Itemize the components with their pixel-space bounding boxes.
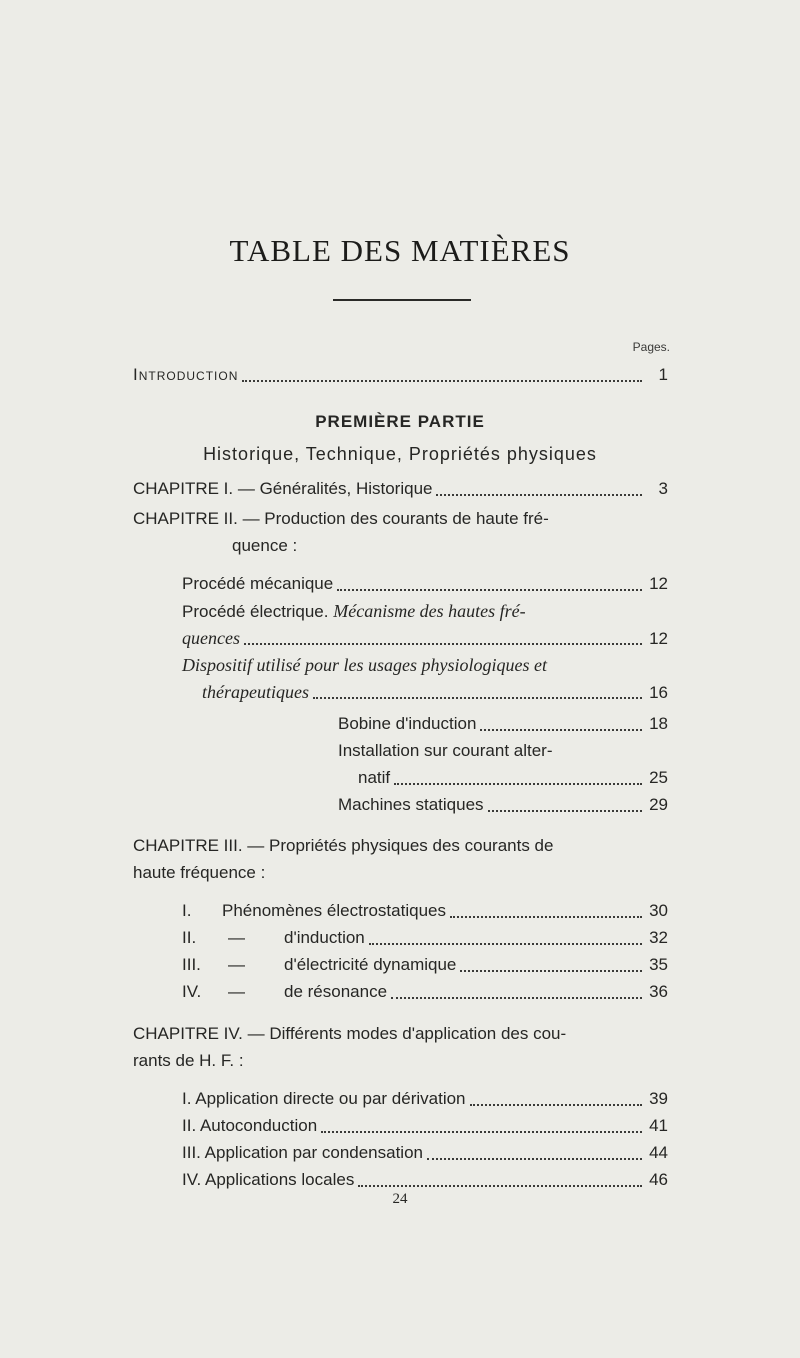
part-subtitle: Historique, Technique, Propriétés physiques xyxy=(203,444,597,464)
chapter-2-heading-cont: quence : xyxy=(232,536,298,555)
entry-page: 18 xyxy=(649,714,668,733)
leader-dots xyxy=(321,1131,642,1133)
toc-entry xyxy=(338,711,668,737)
toc-entry xyxy=(182,1086,668,1112)
entry-label: Introduction xyxy=(133,365,239,384)
entry-page: 30 xyxy=(649,901,668,920)
entry-page: 12 xyxy=(649,629,668,648)
entry-label: I. Application directe ou par dérivation xyxy=(182,1089,466,1108)
entry-number: I. xyxy=(182,901,192,920)
toc-entry xyxy=(182,898,668,924)
leader-dots xyxy=(242,380,642,382)
entry-label: II. Autoconduction xyxy=(182,1116,318,1135)
toc-entry xyxy=(358,765,668,791)
entry-page: 44 xyxy=(649,1143,668,1162)
toc-entry xyxy=(338,792,668,818)
leader-dots xyxy=(391,997,642,999)
entry-label: de résonance xyxy=(284,982,388,1001)
toc-entry xyxy=(182,625,668,651)
entry-page: 35 xyxy=(649,955,668,974)
toc-entry xyxy=(202,679,668,705)
toc-entry xyxy=(182,925,668,951)
entry-label: quences xyxy=(182,628,240,648)
entry-number: IV. xyxy=(182,982,202,1001)
chapter-3-heading-cont: haute fréquence : xyxy=(133,863,266,882)
entry-label: Phénomènes électrostatiques xyxy=(222,901,446,920)
entry-label: Procédé électrique. xyxy=(182,602,329,621)
chapter-2-heading: CHAPITRE II. — Production des courants de haute fré- xyxy=(133,509,549,528)
toc-entry: Dispositif utilisé pour les usages physiologiques et xyxy=(182,655,547,675)
entry-dash: — xyxy=(228,928,245,947)
leader-dots xyxy=(488,810,642,812)
chapter-4-heading-cont: rants de H. F. : xyxy=(133,1051,244,1070)
entry-label: Machines statiques xyxy=(338,795,484,814)
leader-dots xyxy=(480,729,642,731)
leader-dots xyxy=(394,783,642,785)
page-title: TABLE DES MATIÈRES xyxy=(229,233,571,268)
toc-entry xyxy=(182,952,668,978)
entry-label: d'électricité dynamique xyxy=(284,955,457,974)
entry-label: III. Application par condensation xyxy=(182,1143,423,1162)
entry-page: 41 xyxy=(649,1116,668,1135)
toc-entry xyxy=(182,1167,668,1193)
toc-entry xyxy=(182,979,668,1005)
part-title: PREMIÈRE PARTIE xyxy=(315,412,485,431)
entry-page: 16 xyxy=(649,683,668,702)
entry-number: III. xyxy=(182,955,201,974)
toc-entry: Installation sur courant alter- xyxy=(338,741,553,760)
entry-label-italic: Mécanisme des hautes fré- xyxy=(333,601,526,621)
entry-label: d'induction xyxy=(284,928,365,947)
entry-page: 1 xyxy=(658,365,668,384)
entry-page: 36 xyxy=(649,982,668,1001)
leader-dots xyxy=(313,697,642,699)
entry-label: natif xyxy=(358,768,391,787)
entry-page: 25 xyxy=(649,768,668,787)
entry-label: Bobine d'induction xyxy=(338,714,477,733)
toc-entry xyxy=(182,571,668,597)
leader-dots xyxy=(460,970,642,972)
leader-dots xyxy=(436,494,642,496)
leader-dots xyxy=(470,1104,642,1106)
toc-entry-chapter-1 xyxy=(133,476,668,502)
toc-entry xyxy=(182,598,526,624)
toc-entry xyxy=(182,1140,668,1166)
toc-entry-introduction xyxy=(133,362,668,388)
leader-dots xyxy=(337,589,642,591)
leader-dots xyxy=(369,943,642,945)
entry-number: II. xyxy=(182,928,197,947)
pages-column-label: Pages. xyxy=(632,340,670,354)
chapter-4-heading: CHAPITRE IV. — Différents modes d'application des cou- xyxy=(133,1024,567,1043)
title-rule xyxy=(333,299,471,301)
chapter-3-heading: CHAPITRE III. — Propriétés physiques des courants de xyxy=(133,836,554,855)
entry-label: Procédé mécanique xyxy=(182,574,334,593)
toc-entry xyxy=(182,1113,668,1139)
entry-label: IV. Applications locales xyxy=(182,1170,355,1189)
entry-dash: — xyxy=(228,955,245,974)
entry-label: thérapeutiques xyxy=(202,682,309,702)
leader-dots xyxy=(427,1158,642,1160)
entry-dash: — xyxy=(228,982,245,1001)
entry-label: CHAPITRE I. — Généralités, Historique xyxy=(133,479,433,498)
leader-dots xyxy=(244,643,642,645)
entry-page: 12 xyxy=(649,574,668,593)
entry-page: 3 xyxy=(658,479,668,498)
entry-page: 46 xyxy=(649,1170,668,1189)
entry-page: 39 xyxy=(649,1089,668,1108)
signature-number: 24 xyxy=(392,1191,408,1207)
entry-page: 29 xyxy=(649,795,668,814)
entry-page: 32 xyxy=(649,928,668,947)
leader-dots xyxy=(358,1185,642,1187)
leader-dots xyxy=(450,916,642,918)
